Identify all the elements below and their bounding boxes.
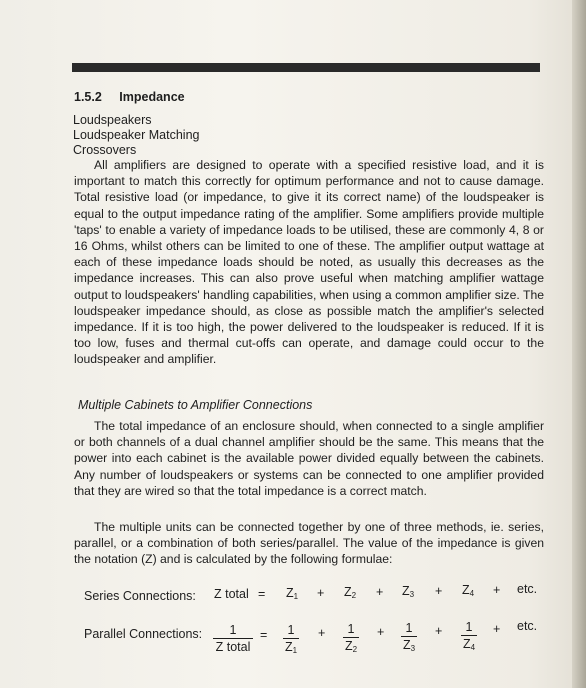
series-label: Series Connections: (84, 589, 196, 603)
multiple-cabinets-paragraph: The total impedance of an enclosure should, when connected to a single amplifier or both channels of a dual channel amplifier should be the same. This means that the power into each cabinet is the available power divided equally between the cabinets. Any number of loudspeakers or systems can be connected to one amplifier provided that they are wired so that the total impedance is a correct match. (74, 419, 544, 498)
section-rule (72, 63, 540, 72)
series-term: $Z_4$ (462, 583, 475, 598)
topic-item: Loudspeaker Matching (73, 128, 200, 142)
parallel-plus: + (435, 624, 443, 638)
series-term: $Z_1$ (286, 586, 299, 601)
series-term: $Z_2$ (344, 585, 357, 600)
subheading: Multiple Cabinets to Amplifier Connections (78, 398, 313, 412)
parallel-term-fraction: 1 $Z_2$ (344, 622, 358, 654)
topic-item: Loudspeakers (73, 113, 152, 127)
series-term: $Z_3$ (402, 584, 415, 599)
parallel-label: Parallel Connections: (84, 627, 203, 641)
section-heading (74, 90, 185, 104)
series-lhs: Z total (214, 587, 249, 601)
parallel-term-fraction: 1 $Z_1$ (284, 623, 298, 655)
parallel-term-fraction: 1 $Z_4$ (462, 620, 476, 652)
series-plus: + (376, 585, 384, 599)
series-plus: + (317, 586, 325, 600)
series-plus: + (493, 583, 501, 597)
topic-item: Crossovers (73, 143, 137, 157)
series-equals: = (258, 587, 266, 601)
section-number: 1.5.2 (74, 90, 102, 104)
parallel-plus: + (493, 622, 501, 636)
formulae-intro-paragraph: The multiple units can be connected together by one of three methods, ie. series, parallel, or a combination of both series/parallel. The value of the impedance is given the notation (Z) and is calculated by the following formulae: (74, 520, 544, 567)
parallel-term-fraction: 1 $Z_3$ (402, 621, 416, 653)
parallel-equals: = (260, 628, 268, 642)
parallel-lhs-fraction: 1 Z total (213, 623, 253, 654)
parallel-plus: + (318, 626, 326, 640)
topic-list (73, 113, 199, 158)
parallel-etc: etc. (517, 619, 538, 633)
section-title: Impedance (119, 90, 185, 104)
book-spine-shadow (572, 0, 586, 688)
parallel-plus: + (377, 625, 385, 639)
series-etc: etc. (517, 582, 538, 596)
series-plus: + (435, 584, 443, 598)
impedance-paragraph: All amplifiers are designed to operate with a specified resistive load, and it is important to match this correctly for optimum performance and not to cause damage. Total resistive load (or impedance, to give it its correct name) of the loudspeaker is equal to the output impedance rating of the amplifier. Some amplifiers provide multiple 'taps' to enable a variety of impedance loads to be utilised, these are commonly 4, 8 or 16 Ohms, whilst others can be limited to one of these. The amplifier output wattage at each of these impedance loads should be noted, as usually this decreases as the impedance increases. This can also prove useful when matching amplifier wattage output to loudspeakers' handling capabilities, when using a common amplifier size. The loudspeaker impedance should, as close as possible match the amplifier's selected impedance. If it is too high, the power delivered to the loudspeaker is reduced. If it is too low, fuses and thermal cut-offs can operate, and damage could occur to the loudspeaker and amplifier. (74, 158, 544, 367)
